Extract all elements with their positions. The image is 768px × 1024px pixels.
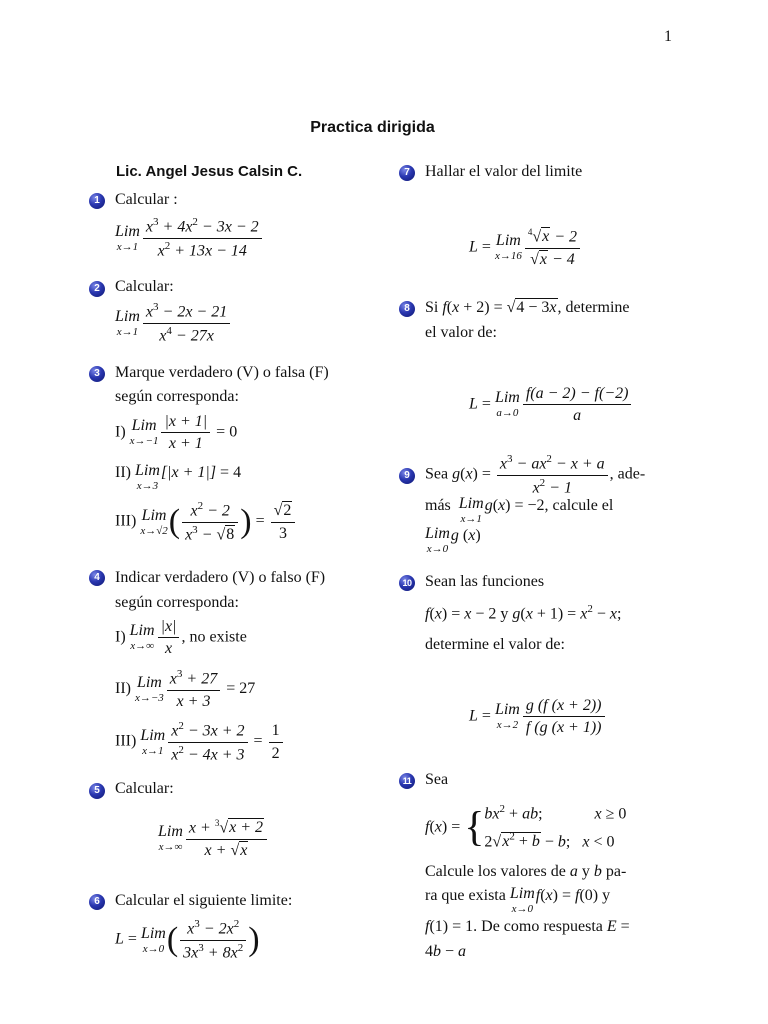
page-title: Practica dirigida	[310, 119, 435, 136]
problem-4-no-existe: , no existe	[181, 628, 247, 646]
problem-10-text-line3: determine el valor de:	[425, 636, 565, 653]
problem-9-sea: Sea	[425, 465, 449, 483]
problem-2-text: Calcular:	[115, 278, 174, 295]
problem-3-badge: 3	[89, 366, 105, 382]
problem-11-text-calc-4: 4b − a	[425, 943, 467, 960]
problem-6-text: Calcular el siguiente limite:	[115, 892, 293, 909]
author-name: Lic. Angel Jesus Calsin C.	[116, 163, 303, 180]
problem-7-text: Hallar el valor del limite	[425, 163, 583, 180]
problem-10-text-line1: Sean las funciones	[425, 573, 545, 590]
problem-7-formula: L = Lim x→16 $\frac{^4√x - 2}{√x - 4}$	[469, 227, 582, 269]
problem-4-item-3: III) Lim x→1 $\frac{x^2 - 3x + 2}{x^2 - 4x + 3}$ = $\frac{1}{2}$	[115, 720, 285, 764]
problem-9-text-line2: más Lim x→1 g(x) = −2, calcule el	[425, 495, 614, 525]
problem-11-respuesta: . De como respuesta	[473, 918, 603, 935]
problem-11-text-line1: Sea	[425, 771, 449, 788]
problem-3-text-line1: Marque verdadero (V) o falsa (F)	[115, 364, 329, 381]
problem-5-text: Calcular:	[115, 780, 174, 797]
problem-9-calcule: , calcule el	[544, 497, 614, 514]
problem-9-ademas-a: , ade-	[609, 465, 646, 483]
problem-11-text-calc-1: Calcule los valores de a y b pa-	[425, 863, 627, 880]
problem-11-ra-que: ra que exista	[425, 887, 506, 904]
problem-4-item-2: II) Lim x→−3 $\frac{x^3 + 27}{x + 3}$ = 27	[115, 668, 256, 710]
problem-8-determine: , determine	[557, 299, 630, 316]
problem-1-badge: 1	[89, 193, 105, 209]
problem-10-y: y	[500, 605, 509, 623]
problem-9-ademas-b: más	[425, 497, 451, 514]
problem-9-text-line3: Lim x→0 g (x)	[425, 525, 481, 555]
problem-5-badge: 5	[89, 783, 105, 799]
problem-4-text-line1: Indicar verdadero (V) o falso (F)	[115, 569, 326, 586]
problem-1-text: Calcular :	[115, 191, 178, 208]
problem-10-badge: 10	[399, 575, 415, 591]
problem-4-item-1: I) Lim x→∞ $\frac{|x|}{x}$ , no existe	[115, 618, 247, 658]
problem-6-badge: 6	[89, 894, 105, 910]
problem-3-text-line2: según corresponda:	[115, 388, 239, 405]
problem-7-badge: 7	[399, 165, 415, 181]
problem-1-formula: Lim x→1 $\frac{x^3 + 4x^2 - 3x - 2}{x^2 + 13x - 14}$	[115, 216, 264, 260]
problem-3-item-2: II) Lim x→3 [|x + 1|] = 4	[115, 462, 242, 492]
problem-8-badge: 8	[399, 301, 415, 317]
problem-8-si: Si	[425, 299, 439, 316]
problem-11-pa: pa-	[605, 863, 627, 880]
problem-6-formula: L = Lim x→0 ( $\frac{x^3 - 2x^2}{3x^3 + 8x^2}$ )	[115, 918, 260, 961]
problem-9-text-line1: Sea g(x) = $\frac{x^3 - ax^2 - x + a}{x^2 - 1}$ , ade-	[425, 453, 646, 496]
problem-11-badge: 11	[399, 773, 415, 789]
problem-11-piecewise: $f(x) = \{bx^2$ + ab; x ≥ 0 $2√x^2 + b - b$; x < 0	[425, 803, 627, 851]
problem-11-text-calc-3: f(1) = 1. De como respuesta E =	[425, 918, 630, 935]
problem-3-item-3: III) Lim x→√2 ( $\frac{x^2 - 2}{x^3 - √8}$ ) = $\frac{√2}{3}$	[115, 500, 297, 544]
problem-11-y: y	[581, 863, 590, 880]
problem-10-text-line2: f(x) = x − 2 y $g(x + 1) = x^2 - x$;	[425, 603, 622, 623]
problem-2-badge: 2	[89, 281, 105, 297]
problem-11-text-calc-2: ra que exista Lim x→0 f(x) = f(0) y	[425, 885, 611, 915]
problem-8-text-line1: Si f(x + 2) = √4 − 3x, determine	[425, 299, 630, 316]
problem-11-y2: y	[602, 887, 611, 904]
page-number: 1	[664, 28, 672, 45]
problem-4-text-line2: según corresponda:	[115, 594, 239, 611]
problem-2-formula: Lim x→1 $\frac{x^3 - 2x - 21}{x^4 - 27x}$	[115, 301, 232, 345]
problem-10-formula: L = Lim x→2 $\frac{g (f (x + 2))}{f (g (x + 1))}$	[469, 696, 607, 737]
problem-8-formula: L = Lim a→0 $\frac{f(a - 2) - f(-2)}{a}$	[469, 384, 633, 425]
problem-9-badge: 9	[399, 468, 415, 484]
problem-11-calcule: Calcule los valores de	[425, 863, 566, 880]
problem-3-item-1: I) Lim x→−1 $\frac{|x + 1|}{x + 1}$ = 0	[115, 413, 238, 453]
problem-4-badge: 4	[89, 570, 105, 586]
problem-8-text-line2: el valor de:	[425, 324, 497, 341]
problem-5-formula: Lim x→∞ $\frac{x + ^3√x + 2}{x + √x}$	[158, 818, 269, 860]
